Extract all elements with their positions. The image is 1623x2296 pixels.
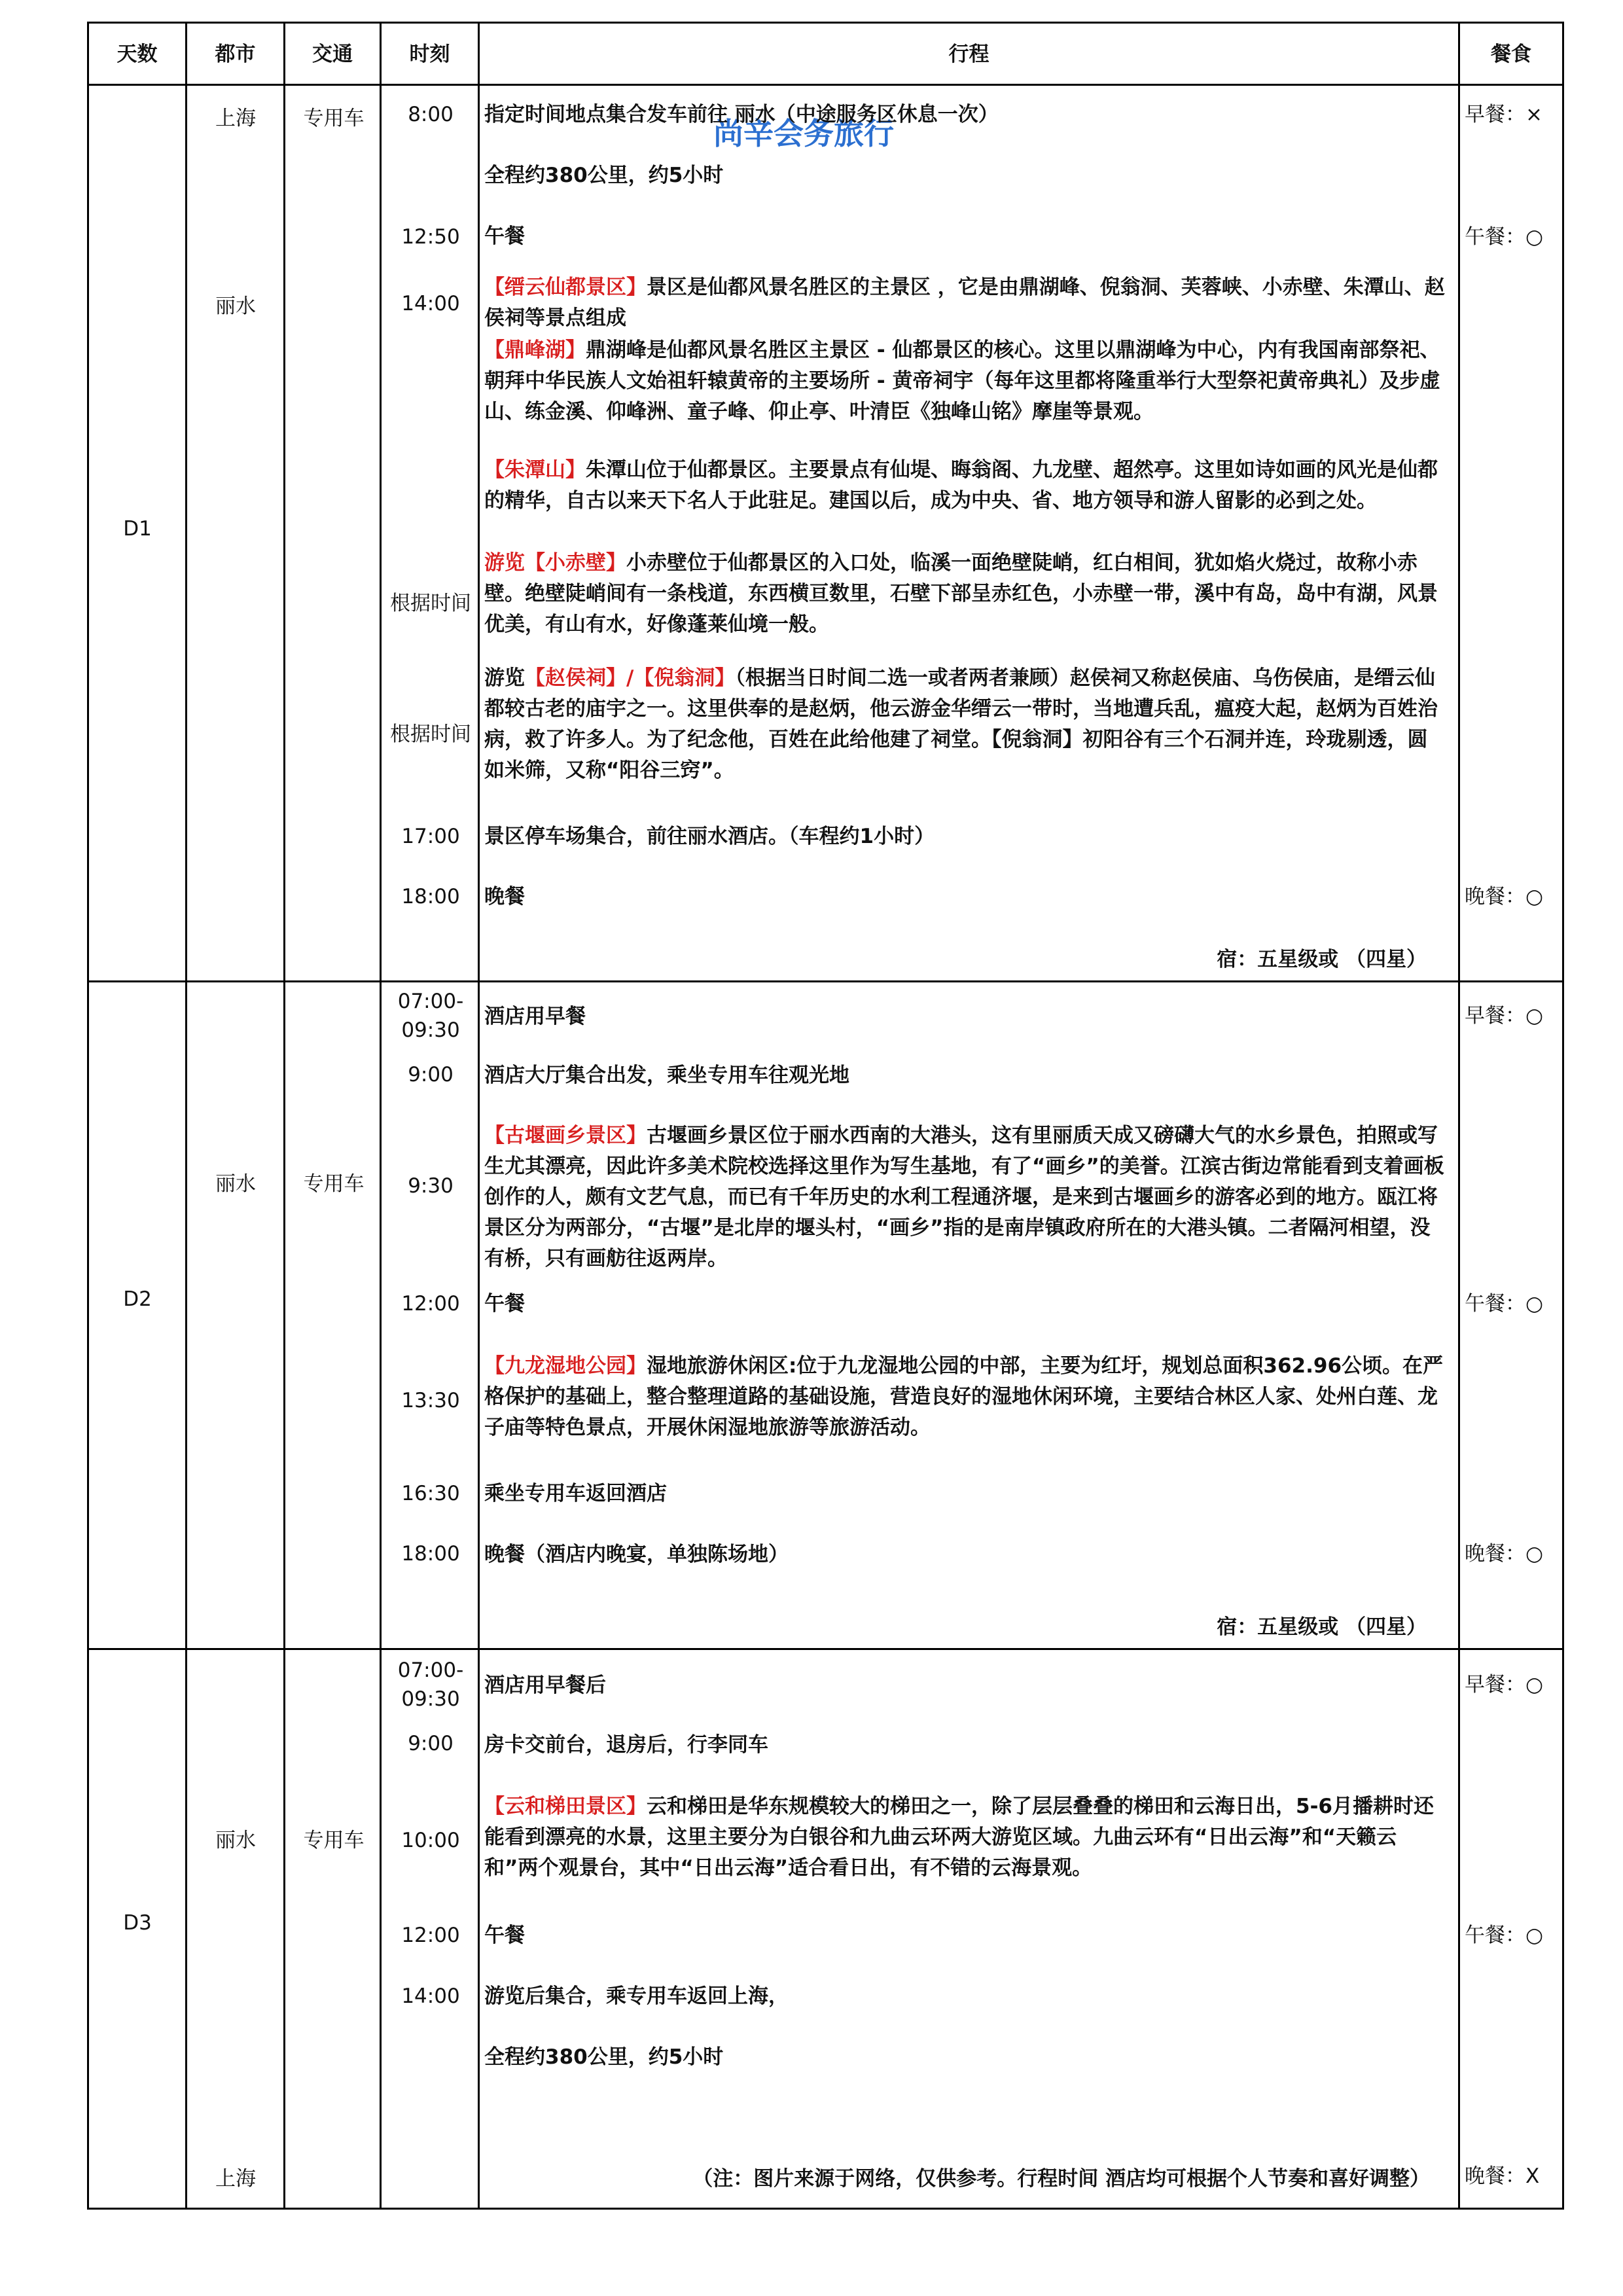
d2-time-7: 18:00 (401, 1542, 460, 1566)
d3-time-5: 14:00 (401, 1984, 460, 2008)
d3-note: （注：图片来源于网络，仅供参考。行程时间 酒店均可根据个人节奏和喜好调整） (692, 2167, 1430, 2191)
d3-time-1b: 09:30 (401, 1687, 460, 1711)
d1-time-4: 根据时间 (390, 592, 471, 615)
d3-itinerary-distance: 全程约380公里，约5小时 (484, 2045, 724, 2069)
d2-itinerary-depart: 酒店大厅集合出发，乘坐专用车往观光地 (484, 1064, 849, 1087)
d3-meal-dinner: 晚餐：X (1465, 2164, 1540, 2188)
d1-spot-dinghu-text: 鼎湖峰是仙都风景名胜区主景区 - 仙都景区的核心。这里以鼎湖峰为中心，内有我国南部祭祀、朝拜中华民族人文始祖轩辕黄帝的主要场所 - 黄帝祠宇（每年这里都将隆重举行大型祭祀黄帝典礼）及步虚山、练金溪、仰峰洲、童子峰、仰止亭、叶清臣《独峰山铭》摩崖等景观。 (484, 338, 1440, 423)
d1-time-7: 18:00 (401, 885, 460, 908)
d1-time-3: 14:00 (401, 292, 460, 315)
col-line-1 (185, 22, 187, 2210)
d3-city-main: 丽水 (215, 1829, 256, 1852)
d3-day-label: D3 (123, 1911, 152, 1935)
d3-spot-yunhe-tag: 【云和梯田景区】 (484, 1795, 647, 1818)
col-line-5 (1458, 22, 1460, 2210)
d2-transport: 专用车 (303, 1172, 365, 1196)
d2-spot-jiulong (484, 1351, 1446, 1443)
d2-time-2: 9:00 (408, 1063, 454, 1086)
d2-time-1b: 09:30 (401, 1018, 460, 1042)
d1-spot-zhaohouci-tag: 【赵侯祠】/【倪翁洞】 (525, 666, 736, 690)
d3-time-2: 9:00 (408, 1732, 454, 1755)
d2-day-label: D2 (123, 1287, 152, 1311)
d1-spot-zhaohouci-pre: 游览 (484, 666, 525, 690)
watermark: 尚辛会务旅行 (713, 116, 894, 151)
d1-spot-zhaohouci (484, 663, 1446, 786)
d1-transport: 专用车 (303, 107, 365, 130)
d2-time-5: 13:30 (401, 1389, 460, 1412)
d1-meal-breakfast: 早餐：× (1465, 103, 1543, 126)
d2-meal-breakfast: 早餐：○ (1465, 1004, 1544, 1028)
table-border-top (87, 22, 1563, 24)
d3-time-3: 10:00 (401, 1829, 460, 1852)
d1-spot-zhutan-text: 朱潭山位于仙都景区。主要景点有仙堤、晦翁阁、九龙壁、超然亭。这里如诗如画的风光是仙都的精华，自古以来天下名人于此驻足。建国以后，成为中央、省、地方领导和游人留影的必到之处。 (484, 458, 1438, 512)
col-line-3 (380, 22, 382, 2210)
d3-itinerary-lunch: 午餐 (484, 1924, 525, 1947)
d1-spot-xiandu-text: 景区是仙都风景名胜区的主景区 ，它是由鼎湖峰、倪翁洞、芙蓉峡、小赤壁、朱潭山、赵侯祠等景点组成 (484, 276, 1445, 330)
d1-stay: 宿：五星级或 （四星） (1217, 948, 1427, 971)
d1-meal-lunch: 午餐：○ (1465, 225, 1544, 249)
header-bottom-line (87, 84, 1563, 86)
header-transport: 交通 (312, 43, 353, 66)
col-line-6 (1562, 22, 1564, 2210)
d1-time-5: 根据时间 (390, 723, 471, 746)
d1-time-2: 12:50 (401, 225, 460, 249)
d2-time-1a: 07:00- (397, 990, 464, 1013)
col-line-4 (478, 22, 480, 2210)
d1-spot-zhaohouci-text: （根据当日时间二选一或者两者兼顾）赵侯祠又称赵侯庙、乌伤侯庙，是缙云仙都较古老的庙宇之一。这里供奉的是赵炳，他云游金华缙云一带时，当地遭兵乱，瘟疫大起，赵炳为百姓治病，救了许多人。为了纪念他，百姓在此给他建了祠堂。【倪翁洞】初阳谷有三个石洞并连，玲珑剔透，圆如米筛，又称“阳谷三窍”。 (484, 666, 1438, 782)
d3-spot-yunhe-text: 云和梯田是华东规模较大的梯田之一，除了层层叠叠的梯田和云海日出，5-6月播耕时还能看到漂亮的水景，这里主要分为白银谷和九曲云环两大游览区域。九曲云环有“日出云海”和“天籁云和”两个观景台，其中“日出云海”适合看日出，有不错的云海景观。 (484, 1795, 1435, 1880)
d2-time-4: 12:00 (401, 1292, 460, 1316)
header-city: 都市 (215, 43, 256, 66)
d1-spot-dinghu-tag: 【鼎峰湖】 (484, 338, 586, 362)
d1-spot-xiandu-tag: 【缙云仙都景区】 (484, 276, 647, 299)
d2-time-3: 9:30 (408, 1174, 454, 1198)
d2-city: 丽水 (215, 1172, 256, 1196)
d1-meal-dinner: 晚餐：○ (1465, 885, 1544, 908)
d1-itinerary-distance: 全程约380公里，约5小时 (484, 164, 724, 187)
d2-itinerary-breakfast: 酒店用早餐 (484, 1005, 586, 1028)
d2-bottom-line (87, 1648, 1563, 1650)
d3-itinerary-breakfast: 酒店用早餐后 (484, 1674, 606, 1697)
d2-spot-jiulong-tag: 【九龙湿地公园】 (484, 1354, 647, 1378)
d1-itinerary-dinner: 晚餐 (484, 885, 525, 908)
d1-spot-zhutan (484, 455, 1446, 516)
d1-spot-xiaochibi (484, 548, 1446, 640)
d3-city-end: 上海 (215, 2167, 256, 2191)
d1-itinerary-lunch: 午餐 (484, 224, 525, 248)
header-time: 时刻 (409, 43, 450, 66)
d2-meal-lunch: 午餐：○ (1465, 1292, 1544, 1316)
d1-spot-xiaochibi-text: 小赤壁位于仙都景区的入口处，临溪一面绝壁陡峭，红白相间，犹如焰火烧过，故称小赤壁。绝壁陡峭间有一条栈道，东西横亘数里，石壁下部呈赤红色，小赤壁一带，溪中有岛，岛中有湖，风景优美，有山有水，好像蓬莱仙境一般。 (484, 551, 1438, 636)
d3-meal-breakfast: 早餐：○ (1465, 1673, 1544, 1696)
d3-itinerary-checkout: 房卡交前台，退房后，行李同车 (484, 1733, 768, 1757)
d3-transport: 专用车 (303, 1829, 365, 1852)
d1-spot-dinghu (484, 335, 1446, 427)
header-itinerary: 行程 (948, 43, 990, 66)
d2-time-6: 16:30 (401, 1482, 460, 1505)
d1-itinerary-depart: 指定时间地点集合发车前往 丽水（中途服务区休息一次） (484, 103, 999, 126)
d3-time-4: 12:00 (401, 1924, 460, 1947)
d3-meal-lunch: 午餐：○ (1465, 1924, 1544, 1947)
d3-itinerary-return: 游览后集合，乘专用车返回上海， (484, 1984, 789, 2008)
d2-itinerary-lunch: 午餐 (484, 1292, 525, 1316)
d2-itinerary-return: 乘坐专用车返回酒店 (484, 1482, 667, 1505)
d1-city-main: 丽水 (215, 295, 256, 318)
d2-spot-guyan-tag: 【古堰画乡景区】 (484, 1124, 647, 1147)
d3-time-1a: 07:00- (397, 1659, 464, 1682)
d1-spot-zhutan-tag: 【朱潭山】 (484, 458, 586, 482)
d1-day-label: D1 (123, 517, 152, 541)
d2-spot-guyan-text: 古堰画乡景区位于丽水西南的大港头，这有里丽质天成又磅礴大气的水乡景色，拍照或写生尤其漂亮，因此许多美术院校选择这里作为写生基地，有了“画乡”的美誉。江滨古街边常能看到支着画板创作的人，颇有文艺气息，而已有千年历史的水利工程通济堰，是来到古堰画乡的游客必到的地方。瓯江将景区分为两部分，“古堰”是北岸的堰头村，“画乡”指的是南岸镇政府所在的大港头镇。二者隔河相望，没有桥，只有画舫往返两岸。 (484, 1124, 1444, 1270)
d3-spot-yunhe (484, 1791, 1446, 1884)
header-day: 天数 (116, 43, 158, 66)
d1-city-start: 上海 (215, 107, 256, 130)
d1-spot-xiandu (484, 272, 1446, 334)
d1-time-1: 8:00 (408, 103, 454, 126)
col-line-0 (87, 22, 89, 2210)
d2-spot-jiulong-text: 湿地旅游休闲区:位于九龙湿地公园的中部，主要为红圩，规划总面积362.96公顷。在严格保护的基础上，整合整理道路的基础设施，营造良好的湿地休闲环境，主要结合林区人家、处州白莲、龙子庙等特色景点，开展休闲湿地旅游等旅游活动。 (484, 1354, 1444, 1439)
header-meals: 餐食 (1491, 43, 1531, 66)
d1-time-6: 17:00 (401, 825, 460, 848)
d1-itinerary-return: 景区停车场集合，前往丽水酒店。（车程约1小时） (484, 825, 935, 848)
d2-itinerary-dinner: 晚餐（酒店内晚宴，单独陈场地） (484, 1543, 789, 1566)
col-line-2 (283, 22, 285, 2210)
d1-spot-xiaochibi-tag: 游览【小赤壁】 (484, 551, 626, 575)
d2-meal-dinner: 晚餐：○ (1465, 1542, 1544, 1566)
d1-bottom-line (87, 980, 1563, 982)
d2-stay: 宿：五星级或 （四星） (1217, 1615, 1427, 1639)
table-border-bottom (87, 2208, 1563, 2210)
d2-spot-guyan (484, 1121, 1446, 1274)
